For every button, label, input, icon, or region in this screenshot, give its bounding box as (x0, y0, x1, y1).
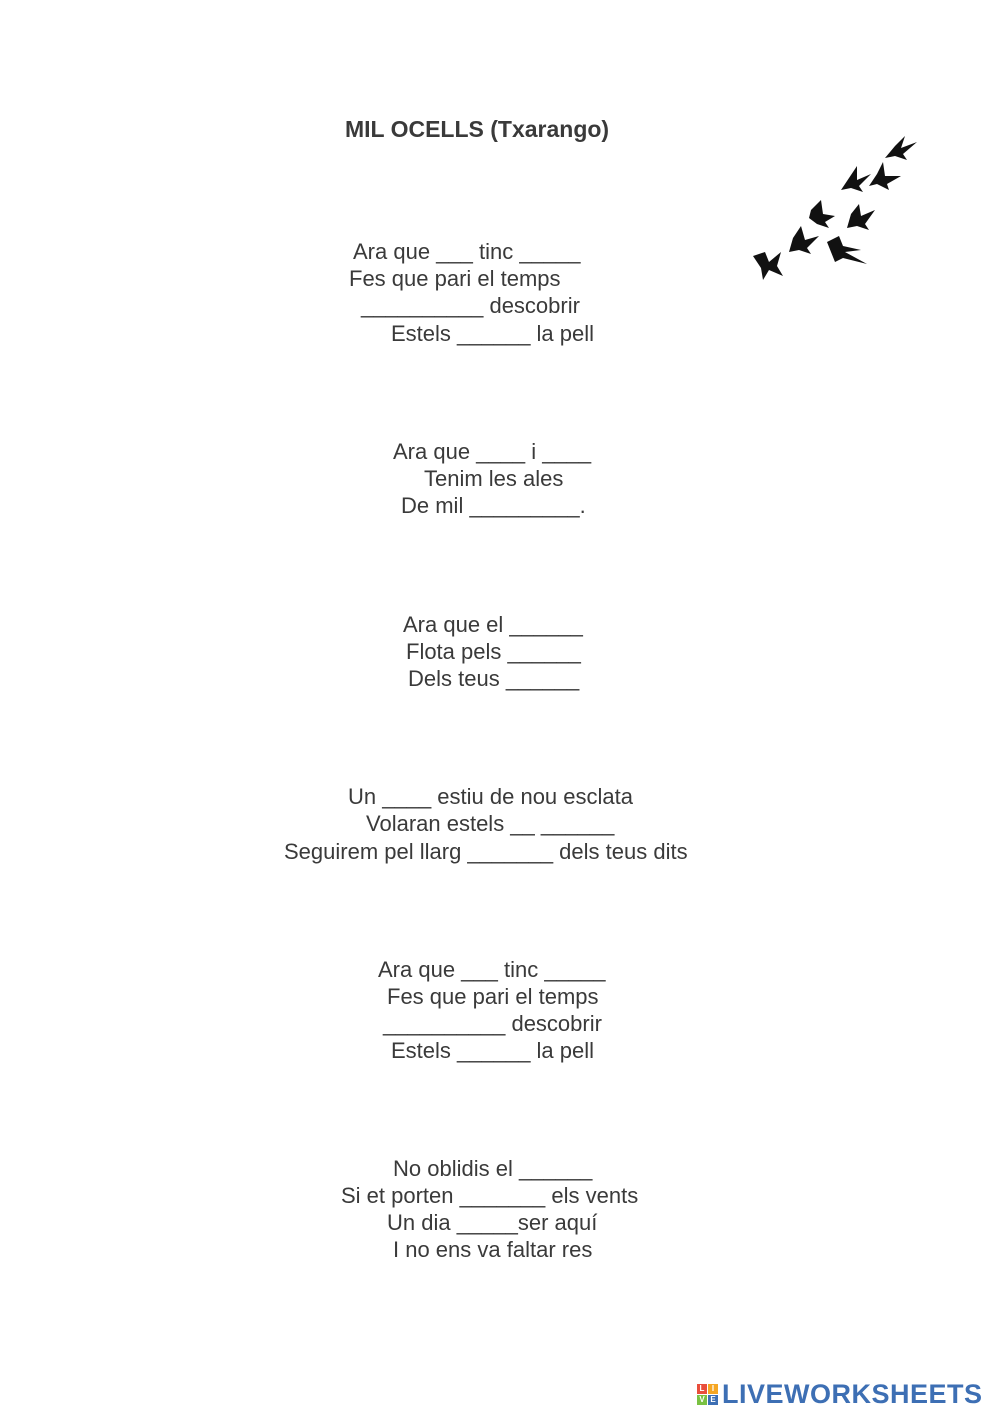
lyric-line: Estels ______ la pell (391, 1038, 595, 1063)
lyric-line: Ara que ___ tinc _____ (353, 239, 581, 264)
lyric-line: Un ____ estiu de nou esclata (348, 784, 633, 809)
lyric-line: Un dia _____ser aquí (387, 1210, 598, 1235)
lyric-line: Seguirem pel llarg _______ dels teus dits (284, 839, 688, 864)
lyric-line: De mil _________. (401, 493, 586, 518)
liveworksheets-logo-text: LIVEWORKSHEETS (722, 1378, 983, 1409)
song-title: MIL OCELLS (Txarango) (345, 116, 610, 142)
liveworksheets-logo-icon (697, 1384, 718, 1405)
lyric-line: Fes que pari el temps (387, 984, 599, 1009)
logo-mark-letter: V (697, 1395, 707, 1405)
flock-of-birds-icon (745, 118, 930, 288)
lyric-line: Fes que pari el temps (349, 266, 561, 291)
lyric-line: Tenim les ales (424, 466, 564, 491)
logo-mark-letter: E (708, 1395, 718, 1405)
lyric-line: Ara que el ______ (403, 612, 583, 637)
lyric-line: Ara que ____ i ____ (393, 439, 592, 464)
lyric-line: Ara que ___ tinc _____ (378, 957, 606, 982)
lyric-line: Si et porten _______ els vents (341, 1183, 639, 1208)
lyric-line: __________ descobrir (361, 293, 580, 318)
lyric-line: I no ens va faltar res (393, 1237, 593, 1262)
lyric-line: No oblidis el ______ (393, 1156, 593, 1181)
lyric-line: Volaran estels __ ______ (366, 811, 615, 836)
lyric-line: Estels ______ la pell (391, 321, 595, 346)
lyric-line: Dels teus ______ (408, 666, 580, 691)
lyric-line: Flota pels ______ (406, 639, 581, 664)
logo-mark-letter: I (708, 1384, 718, 1394)
logo-mark-letter: L (697, 1384, 707, 1394)
lyric-line: __________ descobrir (383, 1011, 602, 1036)
liveworksheets-logo (697, 1378, 983, 1410)
